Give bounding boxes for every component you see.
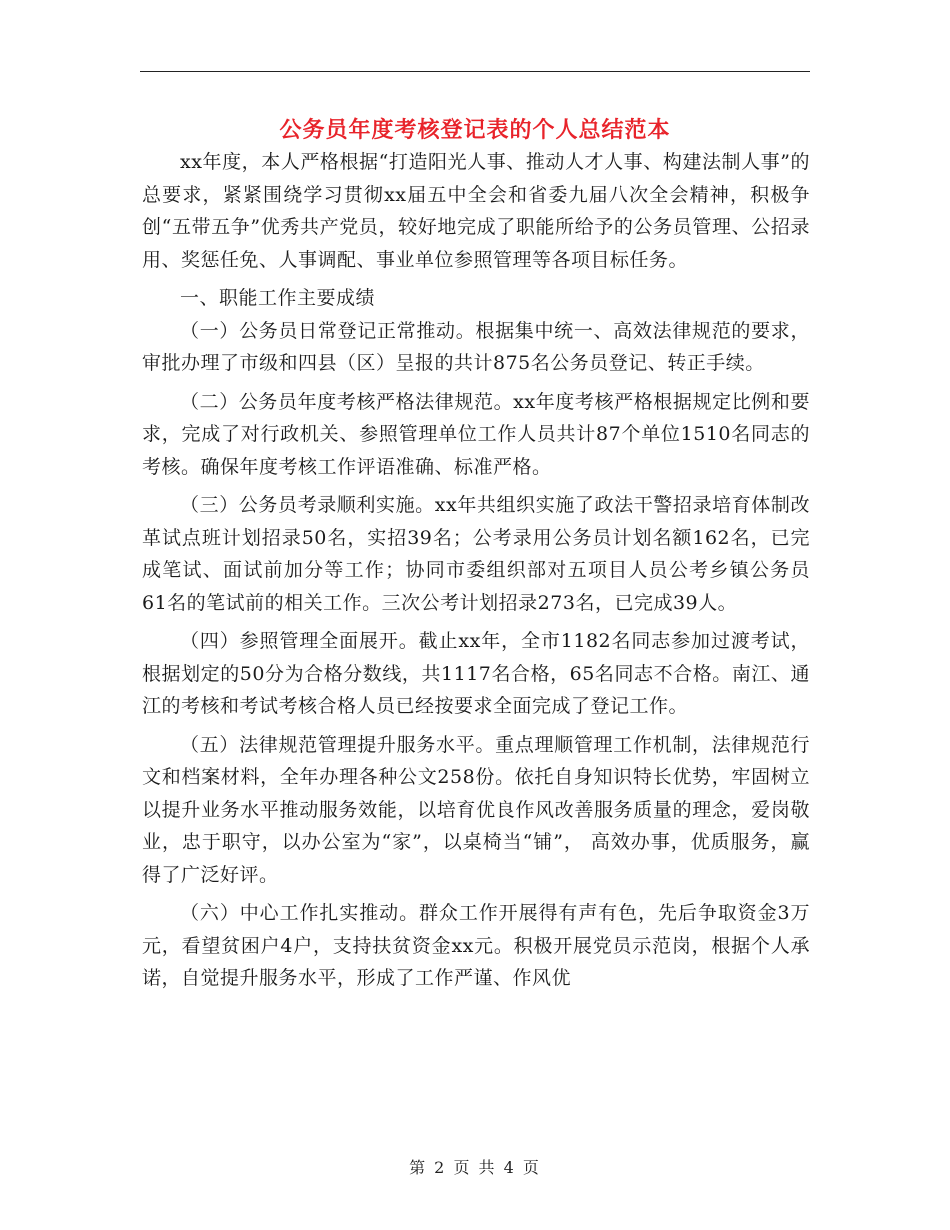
item-paragraph-1: （一）公务员日常登记正常推动。根据集中统一、高效法律规范的要求，审批办理了市级和四县（区）呈报的共计875名公务员登记、转正手续。 <box>142 319 810 374</box>
section-heading: 一、职能工作主要成绩 <box>180 287 376 309</box>
document-body <box>142 146 810 1001</box>
item-paragraph-2: （二）公务员年度考核严格法律规范。xx年度考核严格根据规定比例和要求，完成了对行政机关、参照管理单位工作人员共计87个单位1510名同志的考核。确保年度考核工作评语准确、标准严格。 <box>142 390 810 478</box>
item-paragraph-5: （五）法律规范管理提升服务水平。重点理顺管理工作机制，法律规范行文和档案材料，全年办理各种公文258份。依托自身知识特长优势，牢固树立以提升业务水平推动服务效能，以培育优良作风改善服务质量的理念，爱岗敬业，忠于职守，以办公室为“家”，以桌椅当“铺”， 高效办事，优质服务，赢得了广泛好评。 <box>142 733 810 886</box>
item-paragraph-4: （四）参照管理全面展开。截止xx年，全市1182名同志参加过渡考试，根据划定的50分为合格分数线，共1117名合格，65名同志不合格。南江、通江的考核和考试考核合格人员已经按要求全面完成了登记工作。 <box>142 630 810 717</box>
intro-paragraph: xx年度，本人严格根据“打造阳光人事、推动人才人事、构建法制人事”的总要求，紧紧围绕学习贯彻xx届五中全会和省委九届八次全会精神，积极争创“五带五争”优秀共产党员，较好地完成了职能所给予的公务员管理、公招录用、奖惩任免、人事调配、事业单位参照管理等各项目标任务。 <box>142 151 810 271</box>
item-paragraph-6: （六）中心工作扎实推动。群众工作开展得有声有色，先后争取资金3万元，看望贫困户4户，支持扶贫资金xx元。积极开展党员示范岗，根据个人承诺，自觉提升服务水平，形成了工作严谨、作风优 <box>142 902 810 989</box>
item-paragraph-3: （三）公务员考录顺利实施。xx年共组织实施了政法干警招录培育体制改革试点班计划招录50名，实招39名；公考录用公务员计划名额162名，已完成笔试、面试前加分等工作；协同市委组织部对五项目人员公考乡镇公务员61名的笔试前的相关工作。三次公考计划招录273名，已完成39人。 <box>142 494 810 614</box>
header-rule <box>140 71 810 72</box>
document-title: 公务员年度考核登记表的个人总结范本 <box>279 117 671 143</box>
page-number: 第 2 页 共 4 页 <box>409 1158 541 1177</box>
